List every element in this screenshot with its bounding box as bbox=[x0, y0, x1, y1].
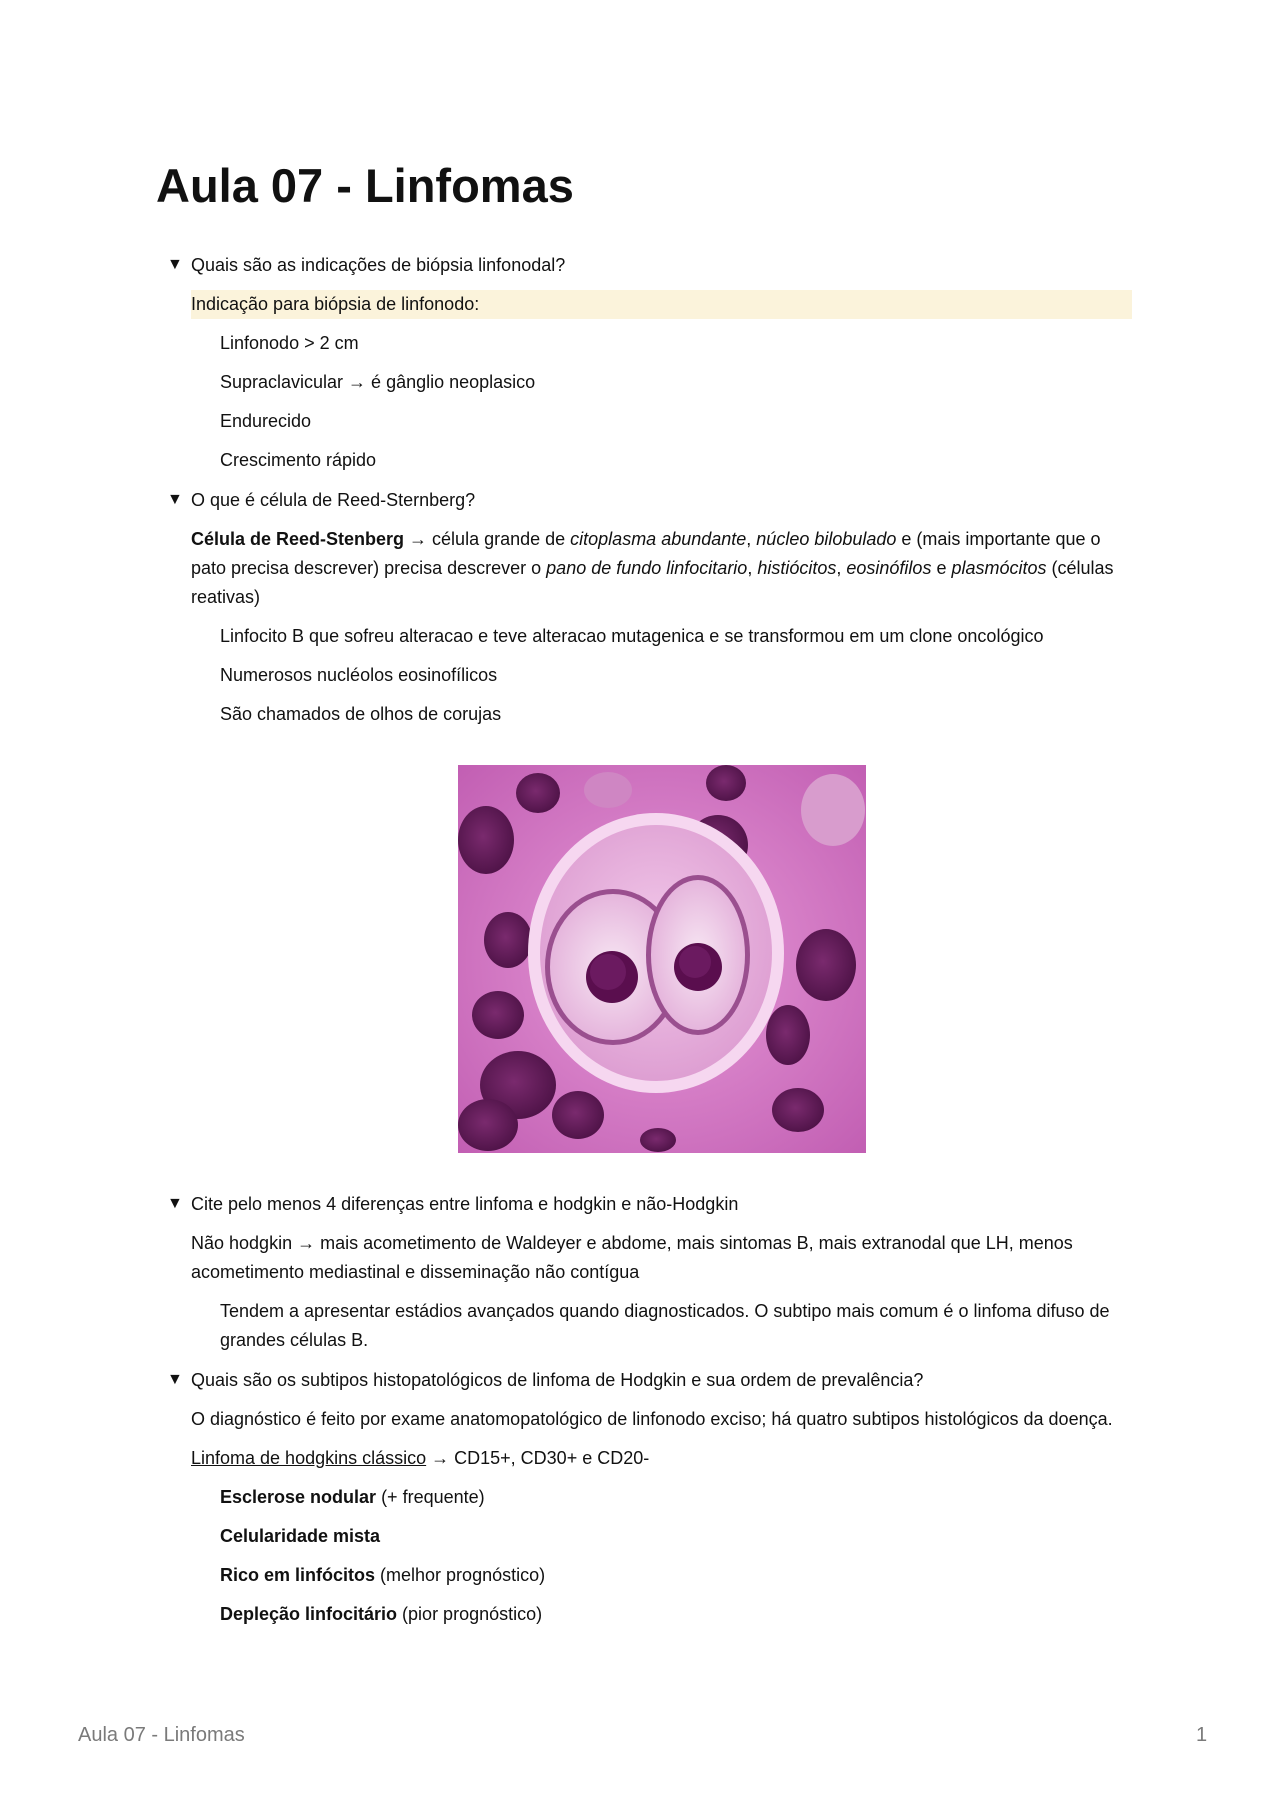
toggle-question: Cite pelo menos 4 diferenças entre linfoma e hodgkin e não-Hodgkin bbox=[191, 1194, 739, 1214]
italic-term: pano de fundo linfocitario bbox=[546, 558, 748, 578]
text-run: , bbox=[836, 558, 847, 578]
list-item: Numerosos nucléolos eosinofílicos bbox=[220, 665, 498, 685]
toggle-content bbox=[191, 1219, 1132, 1355]
list-item bbox=[220, 1483, 1132, 1512]
list bbox=[220, 1473, 1132, 1629]
list-item bbox=[220, 1561, 1132, 1590]
toggle-biopsy-indications[interactable] bbox=[167, 250, 1132, 280]
list-item: São chamados de olhos de corujas bbox=[220, 704, 502, 724]
triangle-down-icon[interactable]: ▼ bbox=[167, 256, 183, 273]
bold-term: Esclerose nodular bbox=[220, 1487, 377, 1507]
micrograph-image bbox=[458, 765, 866, 1153]
list-item: Tendem a apresentar estádios avançados quando diagnosticados. O subtipo mais comum é o linfoma difuso de grandes células B. bbox=[220, 1301, 1110, 1350]
paragraph: O diagnóstico é feito por exame anatomopatológico de linfonodo exciso; há quatro subtipos histológicos da doença. bbox=[191, 1409, 1113, 1429]
reed-sternberg-paragraph bbox=[191, 525, 1132, 612]
classic-hodgkin-line bbox=[191, 1444, 1132, 1473]
italic-term: núcleo bilobulado bbox=[756, 529, 897, 549]
list-item: Endurecido bbox=[220, 411, 312, 431]
classic-hodgkin-link[interactable]: Linfoma de hodgkins clássico bbox=[191, 1448, 427, 1468]
footer-title: Aula 07 - Linfomas bbox=[78, 1724, 245, 1746]
list-item: Linfocito B que sofreu alteracao e teve alteracao mutagenica e se transformou em um clone oncológico bbox=[220, 626, 1044, 646]
toggle-question: Quais são os subtipos histopatológicos de linfoma de Hodgkin e sua ordem de prevalência? bbox=[191, 1370, 924, 1390]
bold-term: Rico em linfócitos bbox=[220, 1565, 376, 1585]
list bbox=[220, 612, 1132, 729]
list bbox=[220, 319, 1132, 475]
list bbox=[220, 1287, 1132, 1355]
toggle-content bbox=[191, 280, 1132, 475]
highlighted-text: Indicação para biópsia de linfonodo: bbox=[191, 290, 1132, 319]
italic-term: histiócitos bbox=[757, 558, 837, 578]
toggle-reed-sternberg[interactable] bbox=[167, 485, 1132, 515]
list-item bbox=[220, 1522, 1132, 1551]
text-run: (melhor prognóstico) bbox=[375, 1565, 546, 1585]
text-run: , bbox=[746, 529, 757, 549]
italic-term: eosinófilos bbox=[846, 558, 932, 578]
toggle-hodgkin-subtypes[interactable] bbox=[167, 1365, 1132, 1395]
list-item bbox=[220, 1600, 1132, 1629]
triangle-down-icon[interactable]: ▼ bbox=[167, 1195, 183, 1212]
triangle-down-icon[interactable]: ▼ bbox=[167, 1371, 183, 1388]
toggle-hodgkin-differences[interactable] bbox=[167, 1189, 1132, 1219]
list-item: Linfonodo > 2 cm bbox=[220, 333, 359, 353]
list-item: Crescimento rápido bbox=[220, 450, 377, 470]
page-title: Aula 07 - Linfomas bbox=[156, 159, 574, 212]
text-run: (pior prognóstico) bbox=[397, 1604, 543, 1624]
toggle-question: O que é célula de Reed-Sternberg? bbox=[191, 490, 476, 510]
toggle-content bbox=[191, 515, 1132, 1153]
italic-term: plasmócitos bbox=[951, 558, 1047, 578]
bold-term: Celularidade mista bbox=[220, 1526, 381, 1546]
reed-sternberg-micrograph bbox=[191, 765, 1132, 1153]
document-body bbox=[167, 250, 1132, 1629]
paragraph: Não hodgkin → mais acometimento de Waldeyer e abdome, mais sintomas B, mais extranodal que LH, menos acometimento mediastinal e disseminação não contígua bbox=[191, 1233, 1073, 1282]
text-run: → célula grande de bbox=[404, 529, 571, 549]
toggle-question: Quais são as indicações de biópsia linfonodal? bbox=[191, 255, 566, 275]
toggle-content bbox=[191, 1395, 1132, 1629]
page-number: 1 bbox=[1196, 1724, 1208, 1746]
text-run: , bbox=[747, 558, 758, 578]
text-run: → CD15+, CD30+ e CD20- bbox=[426, 1448, 650, 1468]
italic-term: citoplasma abundante bbox=[570, 529, 747, 549]
bold-term: Célula de Reed-Stenberg bbox=[191, 529, 405, 549]
text-run: (células reativas) bbox=[191, 558, 1114, 607]
text-run: e (mais importante que o pato precisa descrever) precisa descrever o bbox=[191, 529, 1101, 578]
triangle-down-icon[interactable]: ▼ bbox=[167, 491, 183, 508]
list-item: Supraclavicular → é gânglio neoplasico bbox=[220, 372, 536, 392]
text-run: (+ frequente) bbox=[376, 1487, 485, 1507]
text-run: e bbox=[931, 558, 952, 578]
bold-term: Depleção linfocitário bbox=[220, 1604, 398, 1624]
